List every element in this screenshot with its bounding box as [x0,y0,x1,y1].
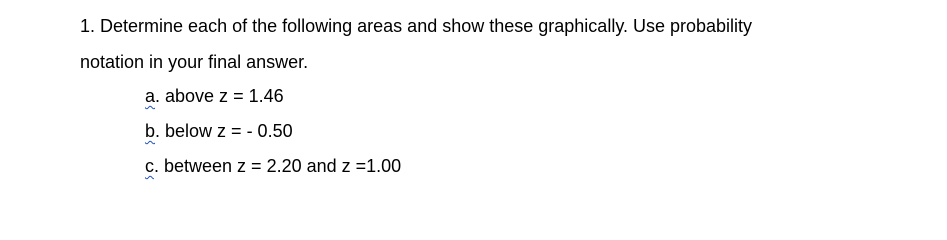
question-line-2: notation in your final answer. [80,52,309,72]
part-c-letter: c [145,156,154,176]
question-line-1: 1. Determine each of the following areas and show these graphically. Use probability [80,16,753,36]
part-a-text: . above z = 1.46 [155,86,284,106]
part-c [145,155,401,177]
part-a-letter: a [145,86,156,106]
part-b-text: . below z = - 0.50 [155,121,293,141]
part-a [145,85,284,107]
part-c-text: . between z = 2.20 and z =1.00 [154,156,402,176]
part-b [145,120,293,142]
part-b-letter: b [145,121,156,141]
